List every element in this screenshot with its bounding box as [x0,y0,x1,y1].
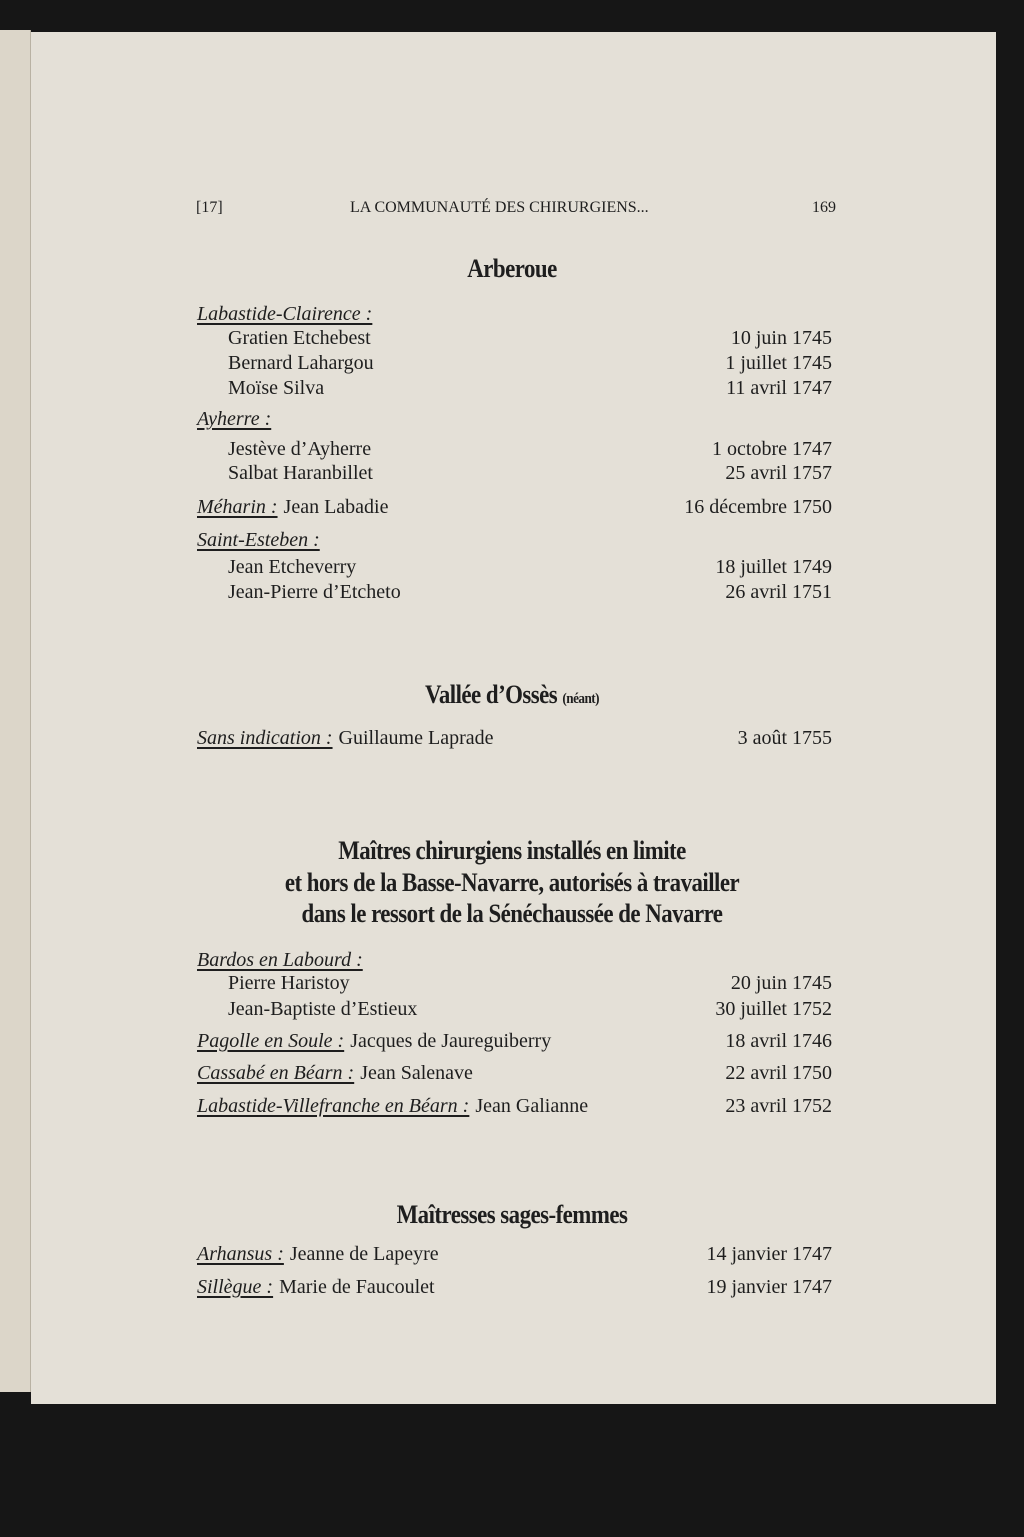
facing-page-edge [0,30,31,1392]
person-name: Bernard Lahargou [228,352,374,374]
person-name: Jean Galianne [475,1095,589,1117]
book-page [31,32,996,1404]
heading-text: Vallée d’Ossès [424,680,558,709]
date: 3 août 1755 [737,727,832,749]
date: 20 juin 1745 [730,972,832,994]
place-name: Ayherre : [197,408,272,430]
person-name: Guillaume Laprade [338,727,494,749]
heading-note: (néant) [562,691,600,707]
section-heading-maitres-line-1: Maîtres chirurgiens installés en limite [338,836,686,865]
date: 10 juin 1745 [730,327,832,349]
place-name: Labastide-Clairence : [197,303,373,325]
running-title: LA COMMUNAUTÉ DES CHIRURGIENS... [350,199,649,216]
person-name: Jean-Baptiste d’Estieux [228,998,418,1020]
date: 22 avril 1750 [725,1062,832,1084]
person-name: Marie de Faucoulet [279,1276,435,1298]
date: 16 décembre 1750 [684,496,832,518]
person-name: Moïse Silva [228,377,325,399]
person-name: Jacques de Jaureguiberry [350,1030,552,1052]
place-name: Labastide-Villefranche en Béarn : [197,1095,470,1117]
place-name: Sans indication : [197,727,333,749]
place-name: Cassabé en Béarn : [197,1062,355,1084]
section-heading-maitres-line-3: dans le ressort de la Sénéchaussée de Navarre [301,899,723,928]
place-name: Saint-Esteben : [197,529,320,551]
date: 18 juillet 1749 [715,556,832,578]
person-name: Jean Labadie [283,496,389,518]
person-name: Jean Etcheverry [228,556,357,578]
section-heading-sages-femmes: Maîtresses sages-femmes [396,1200,628,1229]
date: 18 avril 1746 [725,1030,832,1052]
section-heading-maitres-line-2: et hors de la Basse-Navarre, autorisés à travailler [284,868,740,897]
page-number: 169 [812,199,836,216]
person-name: Jestève d’Ayherre [228,438,372,460]
person-name: Jean Salenave [360,1062,473,1084]
place-name: Arhansus : [197,1243,284,1265]
section-heading-vallee-d-osses [61,680,962,711]
place-name: Méharin : [197,496,278,518]
date: 23 avril 1752 [725,1095,832,1117]
place-name: Sillègue : [197,1276,274,1298]
person-name: Gratien Etchebest [228,327,371,349]
header-section-number: [17] [196,199,223,216]
date: 11 avril 1747 [726,377,832,399]
person-name: Jean-Pierre d’Etcheto [228,581,401,603]
person-name: Pierre Haristoy [228,972,350,994]
date: 26 avril 1751 [725,581,832,603]
date: 1 octobre 1747 [712,438,832,460]
date: 30 juillet 1752 [715,998,832,1020]
date: 1 juillet 1745 [725,352,832,374]
place-name: Bardos en Labourd : [197,949,363,971]
date: 19 janvier 1747 [706,1276,832,1298]
person-name: Jeanne de Lapeyre [289,1243,439,1265]
section-heading-arberoue: Arberoue [467,254,557,283]
date: 25 avril 1757 [725,462,832,484]
date: 14 janvier 1747 [706,1243,832,1265]
place-name: Pagolle en Soule : [197,1030,345,1052]
person-name: Salbat Haranbillet [228,462,373,484]
